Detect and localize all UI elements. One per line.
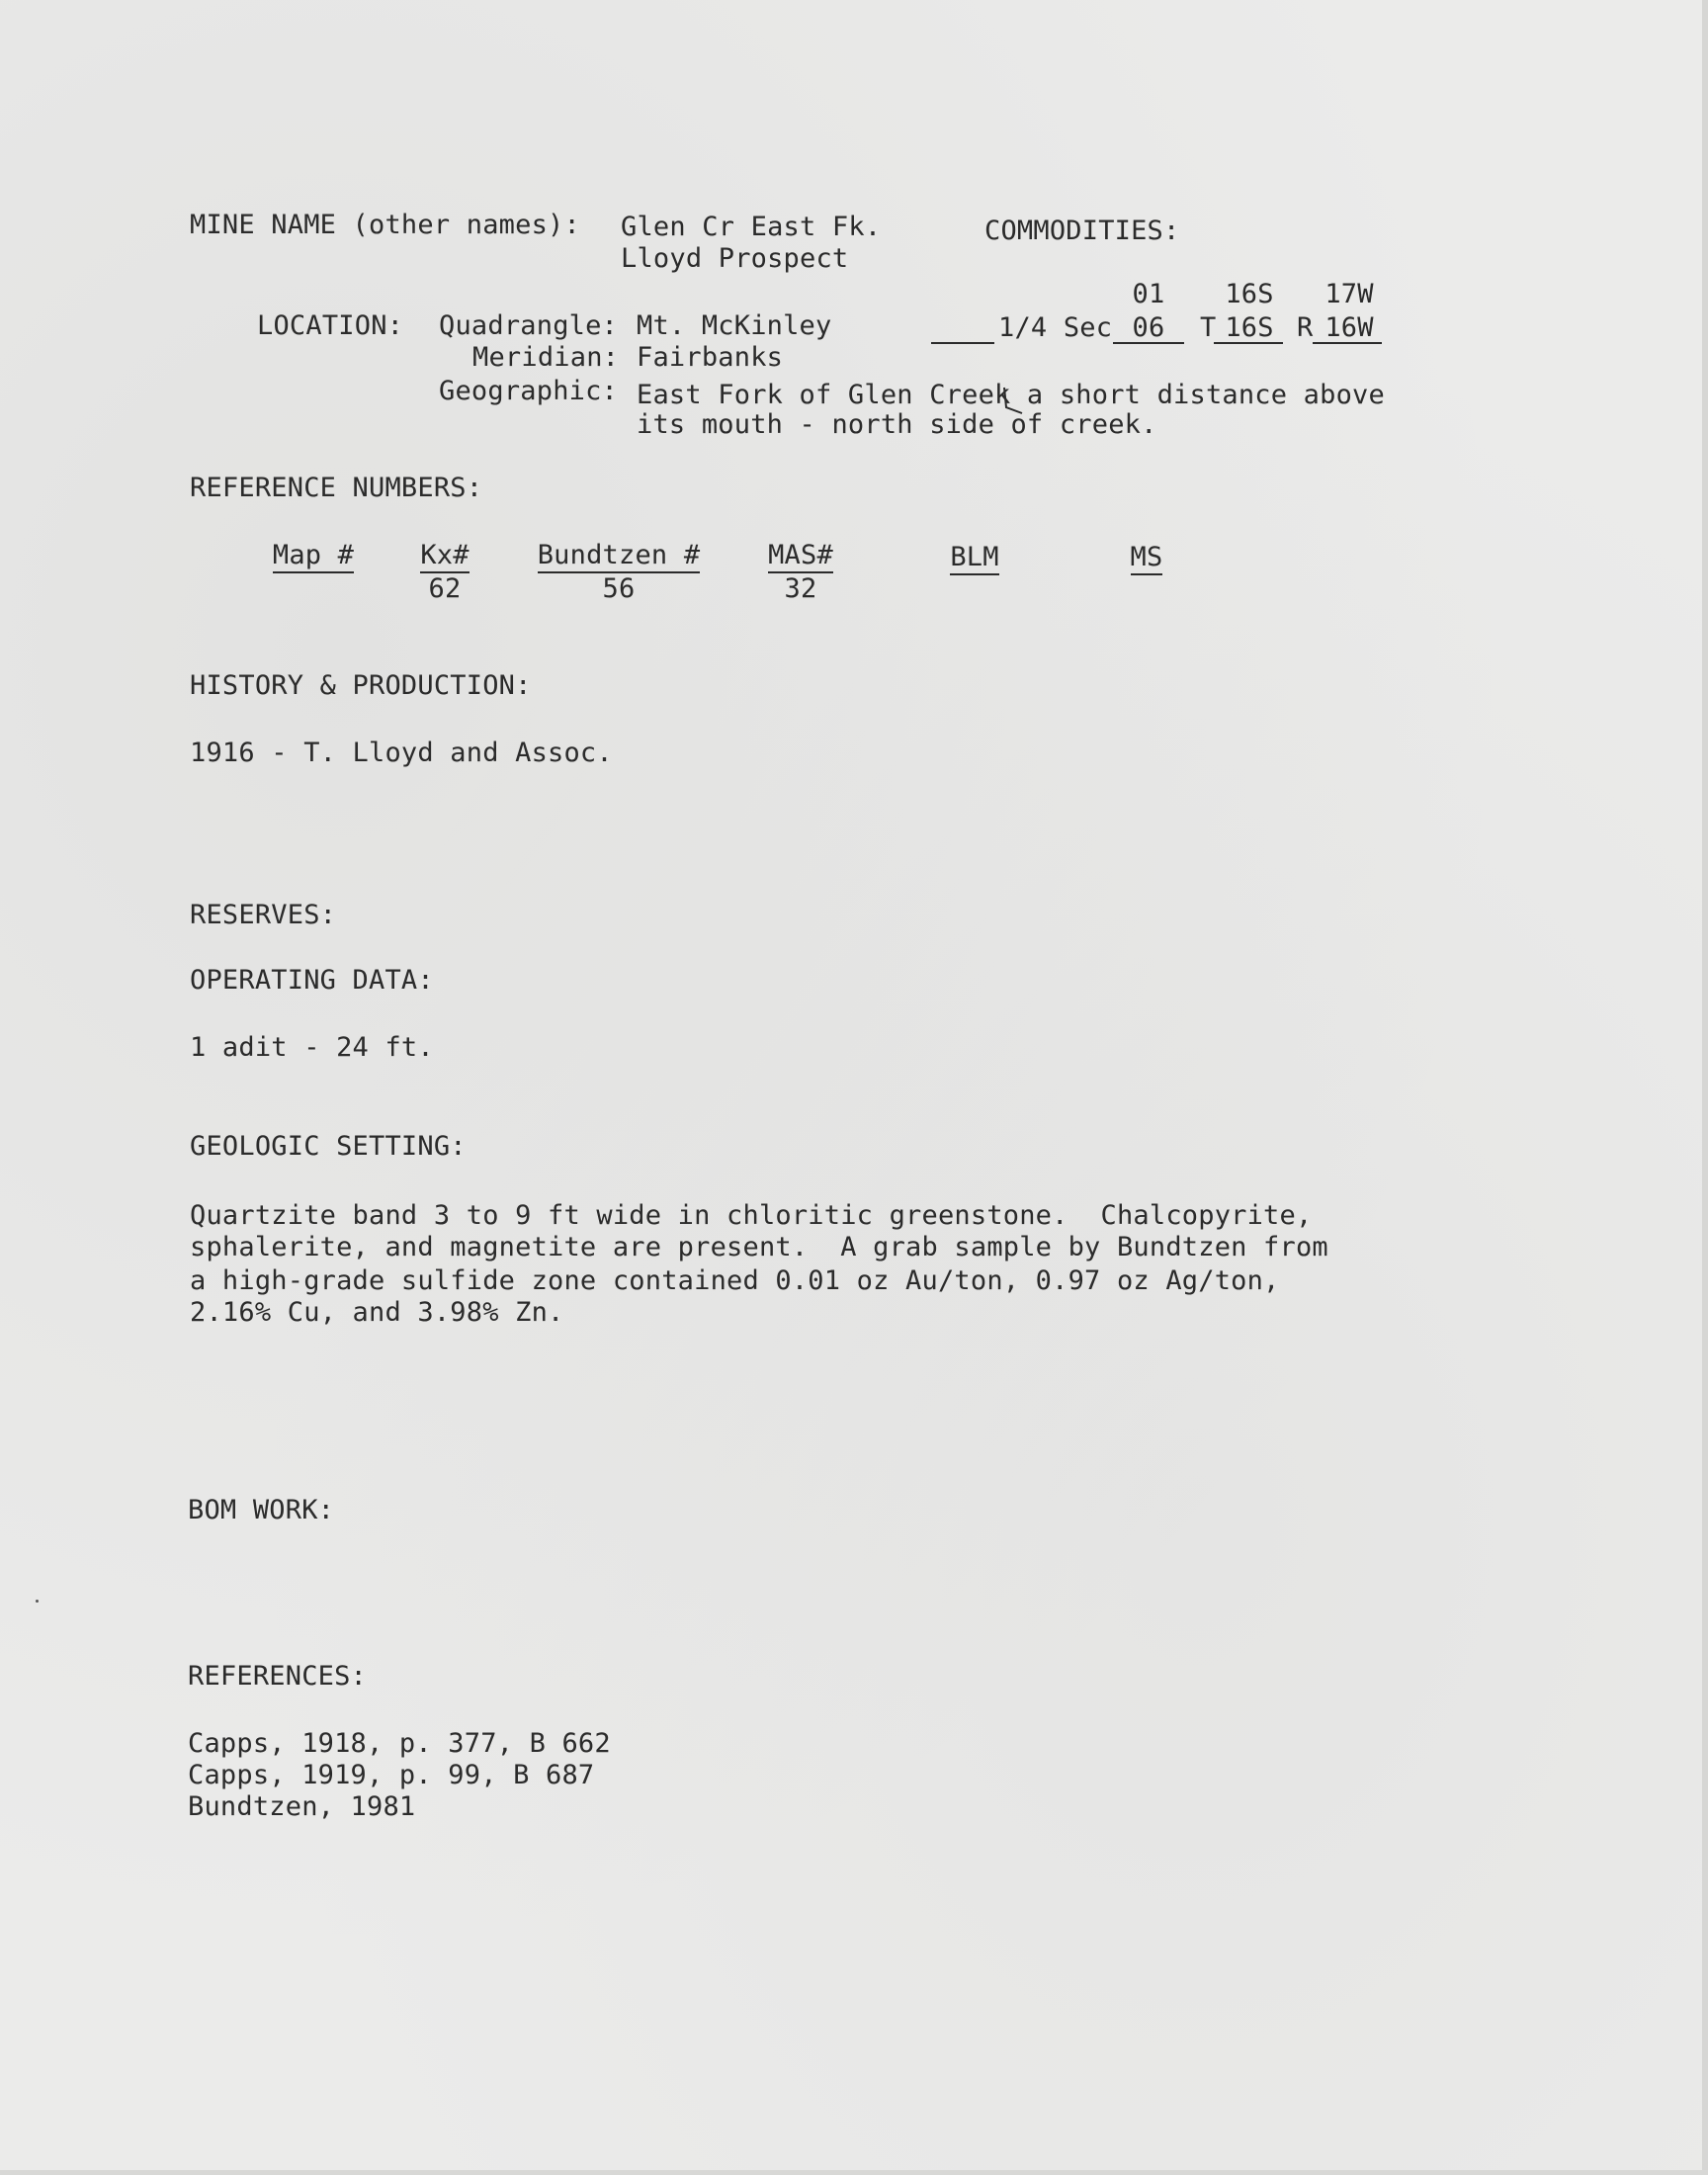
ref-value-mas: 32 <box>784 573 817 604</box>
ref-header-bundtzen: Bundtzen # <box>534 540 704 571</box>
bom-work-label: BOM WORK: <box>188 1495 335 1525</box>
range-old: 17W <box>1324 279 1374 309</box>
history-text: 1916 - T. Lloyd and Assoc. <box>190 738 613 768</box>
quarter-label: 1/4 Sec <box>998 312 1113 343</box>
reference-item-2: Capps, 1919, p. 99, B 687 <box>188 1760 595 1790</box>
page-edge-bottom <box>0 2170 1708 2175</box>
reference-numbers-label: REFERENCE NUMBERS: <box>190 473 483 503</box>
mine-name-label: MINE NAME (other names): <box>190 210 580 240</box>
geologic-setting-label: GEOLOGIC SETTING: <box>190 1131 467 1162</box>
township-underline <box>1214 342 1283 344</box>
quadrangle-label: Quadrangle: <box>439 310 619 341</box>
geologic-line-2: sphalerite, and magnetite are present. A grab sample by Bundtzen from <box>190 1232 1328 1262</box>
geographic-label: Geographic: <box>439 376 619 406</box>
references-label: REFERENCES: <box>188 1661 368 1692</box>
range-label: R <box>1297 312 1314 343</box>
mine-name-value: Glen Cr East Fk. <box>621 212 882 242</box>
section-old: 01 <box>1132 279 1165 309</box>
geographic-line-1: East Fork of Glen Creek a short distance above <box>637 380 1385 410</box>
ref-header-map: Map # <box>269 540 358 571</box>
quadrangle-value: Mt. McKinley <box>637 310 832 341</box>
geologic-line-1: Quartzite band 3 to 9 ft wide in chloritic greenstone. Chalcopyrite, <box>190 1200 1313 1231</box>
operating-data-label: OPERATING DATA: <box>190 965 434 996</box>
other-name-value: Lloyd Prospect <box>621 243 849 274</box>
township-value: 16S <box>1225 312 1274 343</box>
quarter-blank <box>931 342 994 344</box>
ref-header-blm: BLM <box>939 542 1010 573</box>
geologic-line-3: a high-grade sulfide zone contained 0.01 oz Au/ton, 0.97 oz Ag/ton, <box>190 1265 1280 1296</box>
section-underline <box>1113 342 1184 344</box>
range-value: 16W <box>1324 312 1374 343</box>
meridian-label: Meridian: <box>472 342 620 373</box>
page-edge-right <box>1702 0 1708 2175</box>
location-label: LOCATION: <box>257 310 404 341</box>
commodities-label: COMMODITIES: <box>984 216 1180 246</box>
ref-header-ms: MS <box>1117 542 1176 573</box>
township-label: T <box>1200 312 1217 343</box>
geologic-line-4: 2.16% Cu, and 3.98% Zn. <box>190 1297 564 1328</box>
geographic-line-2: its mouth - north side of creek. <box>637 409 1157 440</box>
stray-speck <box>36 1600 39 1603</box>
section-value: 06 <box>1132 312 1165 343</box>
insertion-mark-icon <box>1000 386 1030 415</box>
ref-value-bundtzen: 56 <box>602 573 636 604</box>
reference-item-1: Capps, 1918, p. 377, B 662 <box>188 1728 611 1759</box>
history-label: HISTORY & PRODUCTION: <box>190 670 532 701</box>
range-underline <box>1313 342 1382 344</box>
reserves-label: RESERVES: <box>190 900 337 930</box>
ref-header-mas: MAS# <box>761 540 840 571</box>
meridian-value: Fairbanks <box>637 342 784 373</box>
reference-item-3: Bundtzen, 1981 <box>188 1791 416 1822</box>
township-old: 16S <box>1225 279 1274 309</box>
ref-header-kx: Kx# <box>409 540 480 571</box>
ref-value-kx: 62 <box>428 573 462 604</box>
operating-data-text: 1 adit - 24 ft. <box>190 1032 434 1063</box>
